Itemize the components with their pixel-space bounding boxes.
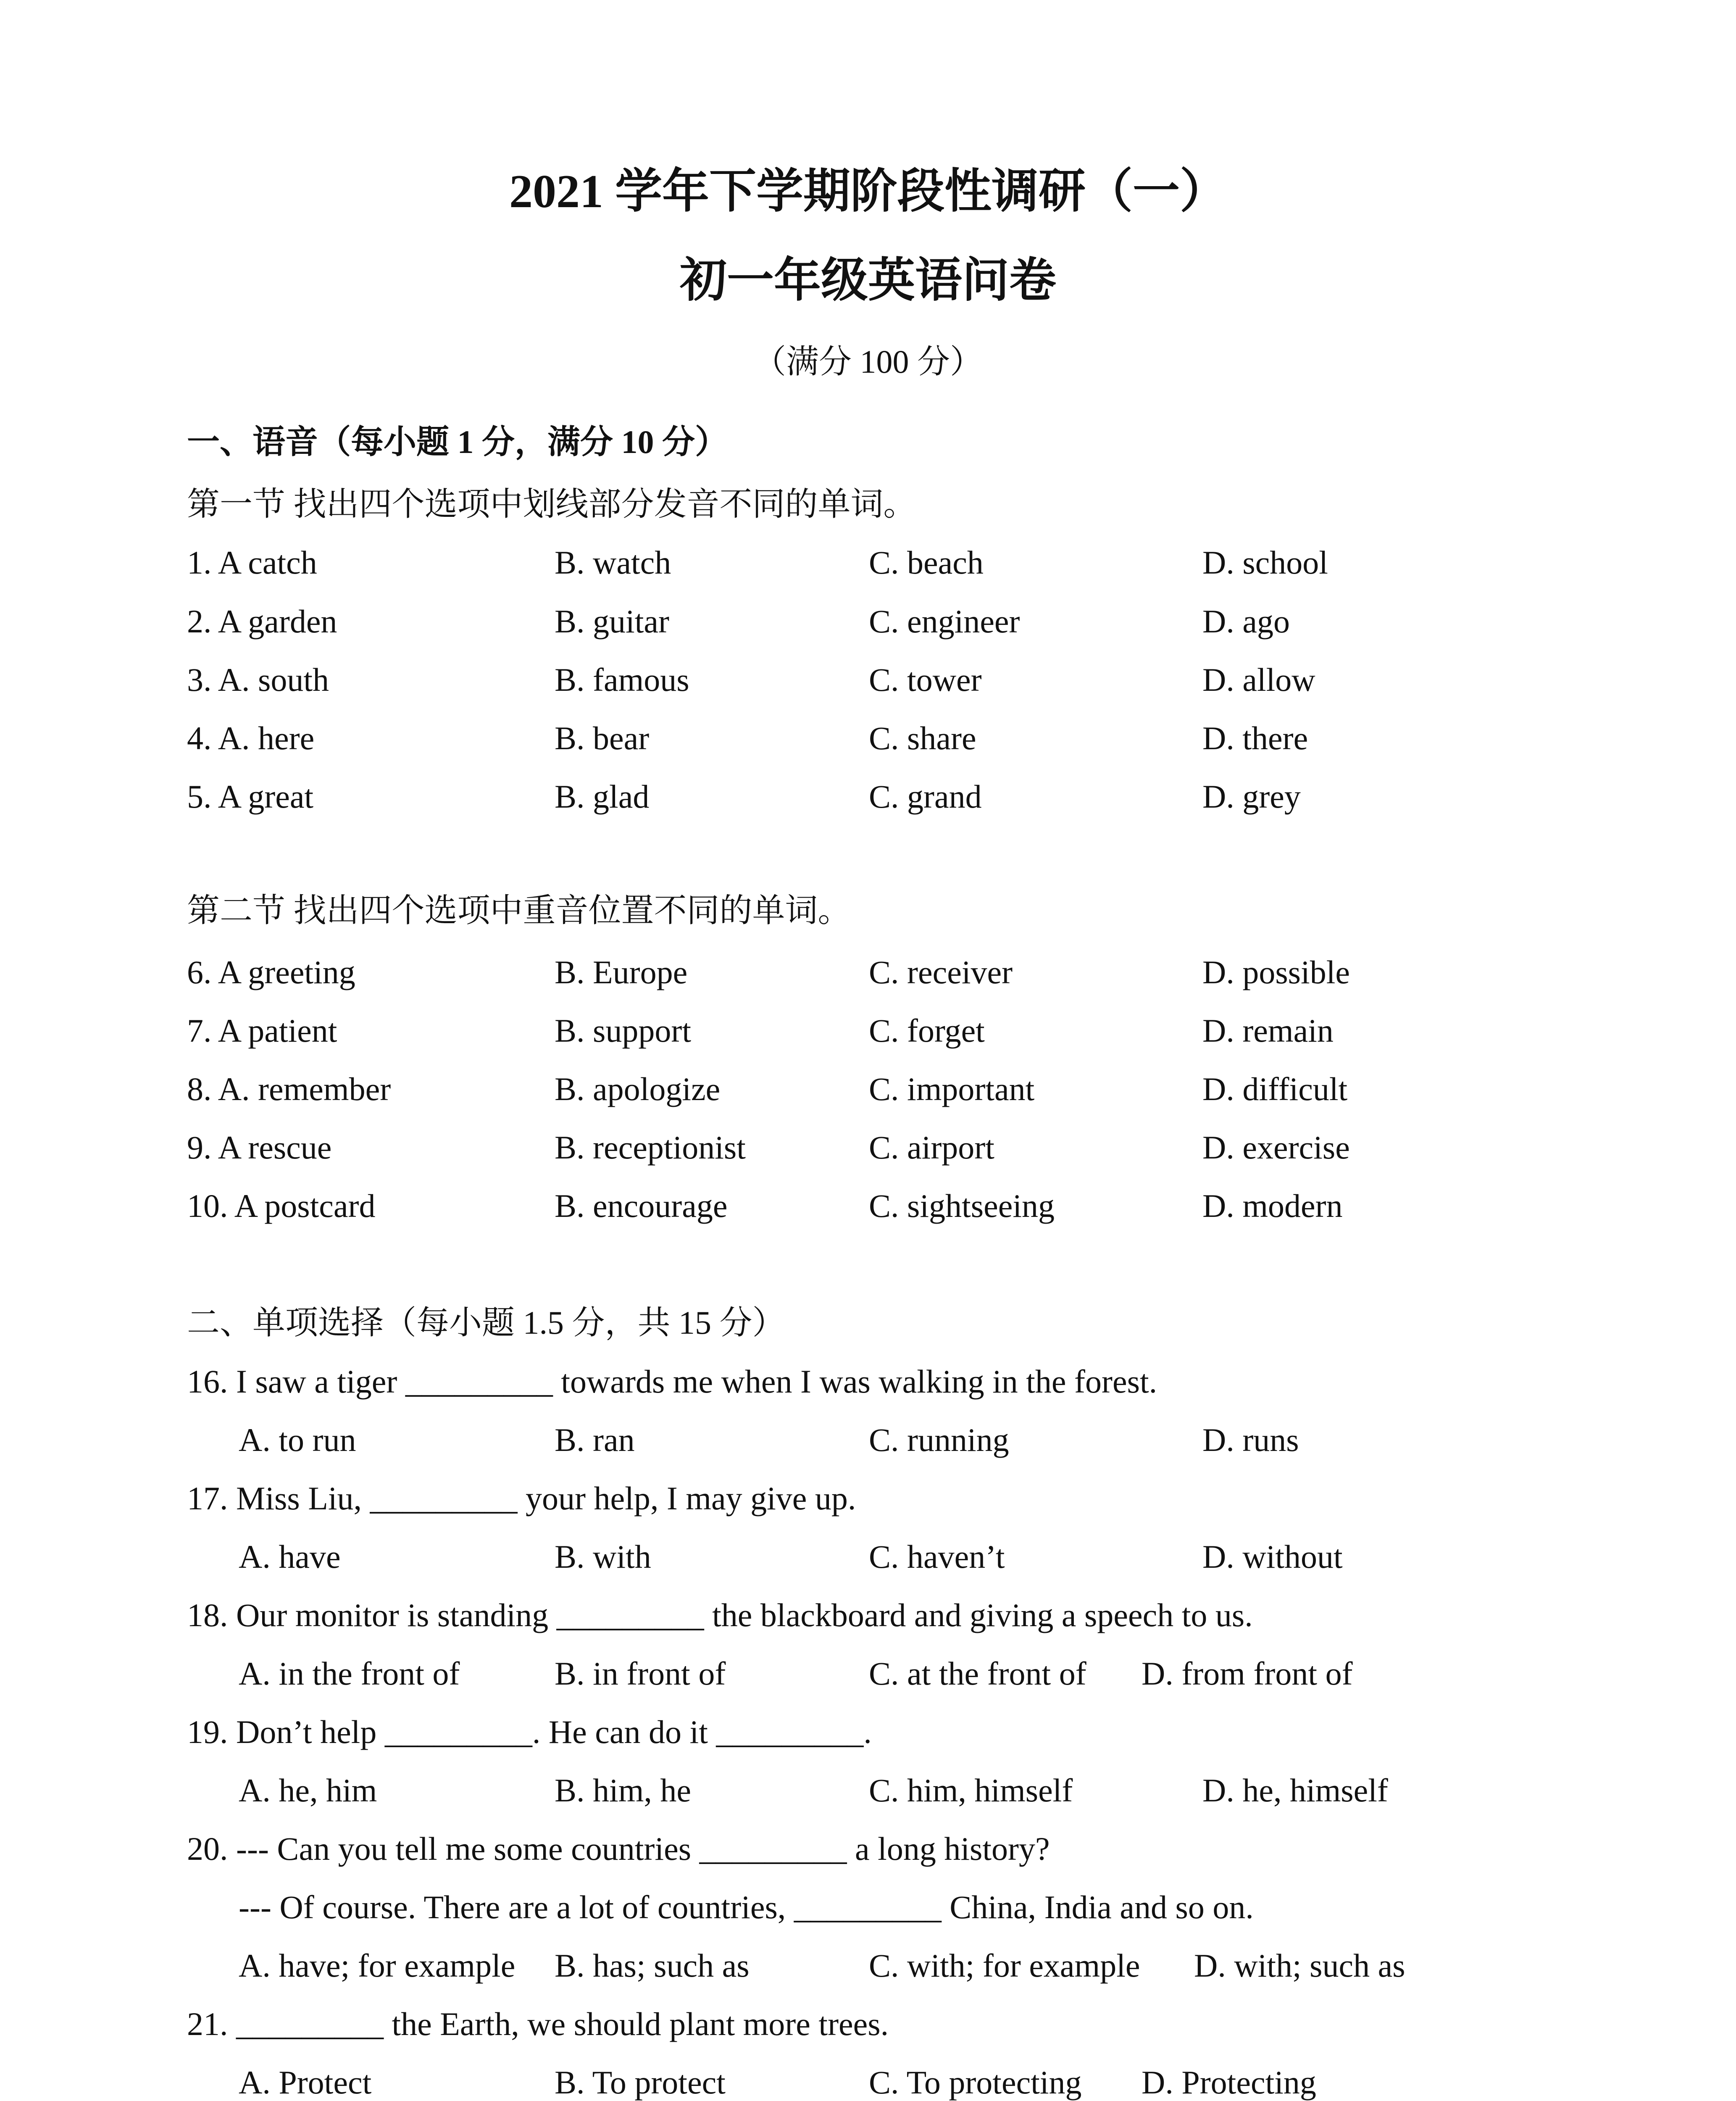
- option-b: B. guitar: [555, 603, 669, 640]
- option-c: C. with; for example: [869, 1947, 1140, 1984]
- question-1: 1. A catch: [187, 544, 317, 581]
- option-b: B. ran: [555, 1422, 635, 1458]
- option-b: B. To protect: [555, 2064, 726, 2101]
- option-c: C. To protecting: [869, 2064, 1082, 2101]
- option-b: B. in front of: [555, 1655, 726, 1692]
- option-c: C. running: [869, 1422, 1009, 1458]
- question-20-stem: 20. --- Can you tell me some countries _________ a long history?: [187, 1830, 1050, 1867]
- option-c: C. receiver: [869, 954, 1013, 990]
- option-c: C. forget: [869, 1012, 985, 1049]
- option-b: B. support: [555, 1012, 692, 1049]
- option-b: B. him, he: [555, 1772, 691, 1809]
- option-a: A. have: [239, 1538, 341, 1575]
- option-b: B. watch: [555, 544, 671, 581]
- option-b: B. famous: [555, 661, 689, 698]
- option-c: C. sightseeing: [869, 1187, 1055, 1224]
- option-a: A. to run: [239, 1422, 356, 1458]
- question-18-stem: 18. Our monitor is standing _________ the blackboard and giving a speech to us.: [187, 1597, 1253, 1633]
- option-d: D. without: [1202, 1538, 1343, 1575]
- option-c: C. grand: [869, 778, 982, 815]
- option-d: D. allow: [1202, 661, 1315, 698]
- option-d: D. Protecting: [1142, 2064, 1316, 2101]
- question-3: 3. A. south: [187, 661, 329, 698]
- question-5: 5. A great: [187, 778, 314, 815]
- option-b: B. receptionist: [555, 1129, 746, 1166]
- option-d: D. exercise: [1202, 1129, 1350, 1166]
- option-b: B. bear: [555, 720, 650, 756]
- part2-instruction: 第二节 找出四个选项中重音位置不同的单词。: [187, 892, 851, 929]
- part1-instruction: 第一节 找出四个选项中划线部分发音不同的单词。: [187, 486, 916, 522]
- option-d: D. ago: [1202, 603, 1290, 640]
- option-d: D. he, himself: [1202, 1772, 1388, 1809]
- option-d: D. from front of: [1142, 1655, 1353, 1692]
- exam-title: 2021 学年下学期阶段性调研（一）: [509, 166, 1227, 218]
- option-b: B. apologize: [555, 1071, 721, 1107]
- option-d: D. grey: [1202, 778, 1301, 815]
- option-d: D. there: [1202, 720, 1308, 756]
- option-b: B. has; such as: [555, 1947, 750, 1984]
- option-c: C. engineer: [869, 603, 1020, 640]
- question-6: 6. A greeting: [187, 954, 355, 990]
- option-c: C. him, himself: [869, 1772, 1073, 1809]
- section2-heading: 二、单项选择（每小题 1.5 分，共 15 分）: [187, 1304, 785, 1341]
- question-8: 8. A. remember: [187, 1071, 391, 1107]
- question-10: 10. A postcard: [187, 1187, 376, 1224]
- option-d: D. modern: [1202, 1187, 1343, 1224]
- option-d: D. school: [1202, 544, 1328, 581]
- question-20-stem-2: --- Of course. There are a lot of countries, _________ China, India and so on.: [239, 1889, 1254, 1925]
- option-d: D. possible: [1202, 954, 1350, 990]
- option-c: C. share: [869, 720, 976, 756]
- option-b: B. with: [555, 1538, 651, 1575]
- full-score: （满分 100 分）: [753, 343, 983, 380]
- exam-subtitle: 初一年级英语问卷: [680, 255, 1056, 307]
- question-4: 4. A. here: [187, 720, 315, 756]
- option-a: A. have; for example: [239, 1947, 516, 1984]
- option-b: B. glad: [555, 778, 650, 815]
- option-d: D. runs: [1202, 1422, 1299, 1458]
- option-b: B. Europe: [555, 954, 688, 990]
- option-c: C. important: [869, 1071, 1035, 1107]
- question-17-stem: 17. Miss Liu, _________ your help, I may give up.: [187, 1480, 856, 1517]
- option-a: A. in the front of: [239, 1655, 460, 1692]
- option-a: A. Protect: [239, 2064, 372, 2101]
- option-c: C. haven’t: [869, 1538, 1005, 1575]
- option-d: D. with; such as: [1194, 1947, 1405, 1984]
- option-d: D. remain: [1202, 1012, 1334, 1049]
- question-16-stem: 16. I saw a tiger _________ towards me when I was walking in the forest.: [187, 1363, 1157, 1400]
- option-a: A. he, him: [239, 1772, 377, 1809]
- option-b: B. encourage: [555, 1187, 728, 1224]
- question-7: 7. A patient: [187, 1012, 337, 1049]
- option-d: D. difficult: [1202, 1071, 1348, 1107]
- question-9: 9. A rescue: [187, 1129, 332, 1166]
- option-c: C. beach: [869, 544, 984, 581]
- option-c: C. airport: [869, 1129, 994, 1166]
- option-c: C. tower: [869, 661, 982, 698]
- section1-heading: 一、语音（每小题 1 分，满分 10 分）: [187, 424, 728, 460]
- option-c: C. at the front of: [869, 1655, 1086, 1692]
- question-21-stem: 21. _________ the Earth, we should plant more trees.: [187, 2006, 889, 2042]
- question-19-stem: 19. Don’t help _________. He can do it _________.: [187, 1714, 872, 1750]
- question-2: 2. A garden: [187, 603, 337, 640]
